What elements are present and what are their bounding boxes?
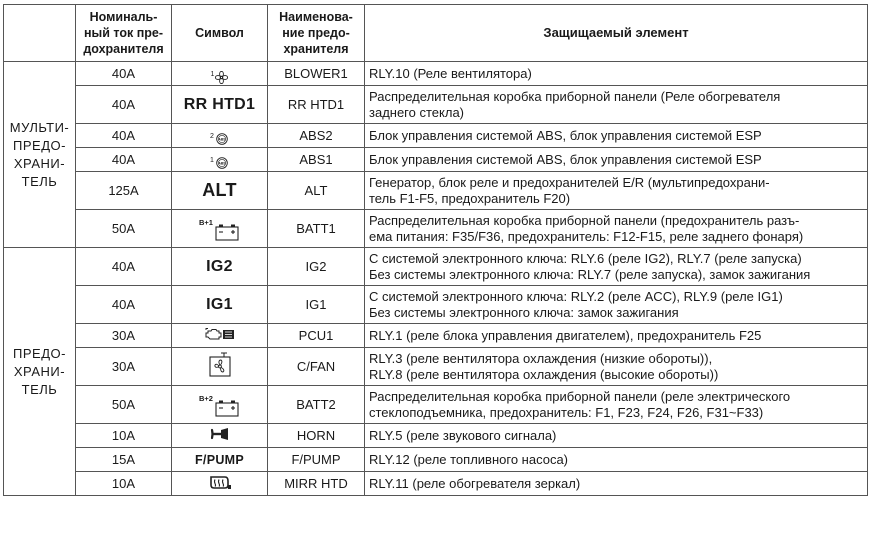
protected-element: Распределительная коробка приборной панели (Реле обогревателя заднего стекла) — [365, 86, 868, 124]
symbol-cell — [172, 424, 268, 448]
table-row — [4, 448, 868, 472]
protected-element: С системой электронного ключа: RLY.6 (реле IG2), RLY.7 (реле запуска) Без системы электронного ключа: RLY.7 (реле запуска), замок зажигания — [365, 248, 868, 286]
fuse-name: BATT1 — [268, 210, 365, 248]
symbol-cell — [172, 172, 268, 210]
fuse-name: C/FAN — [268, 348, 365, 386]
rated-current: 50A — [76, 210, 172, 248]
protected-element: RLY.5 (реле звукового сигнала) — [365, 424, 868, 448]
symbol-cell — [172, 86, 268, 124]
svg-text:ABS: ABS — [218, 137, 226, 142]
fuse-name: IG1 — [268, 286, 365, 324]
symbol-cell — [172, 386, 268, 424]
fuse-name: BATT2 — [268, 386, 365, 424]
rated-current: 30A — [76, 324, 172, 348]
header-group-blank — [4, 5, 76, 62]
abs-icon: 2 ABS — [210, 133, 229, 145]
protected-element: Блок управления системой ABS, блок управления системой ESP — [365, 124, 868, 148]
symbol-cell — [172, 248, 268, 286]
abs-icon: 1 ABS — [210, 157, 229, 169]
table-row — [4, 172, 868, 210]
header-protected-element: Защищаемый элемент — [365, 5, 868, 62]
protected-element: Распределительная коробка приборной панели (предохранитель разъ- ема питания: F35/F36, предохранитель: F12-F15, реле заднего фонаря) — [365, 210, 868, 248]
fuse-name: F/PUMP — [268, 448, 365, 472]
rated-current: 50A — [76, 386, 172, 424]
symbol-text: ALT — [202, 180, 237, 200]
symbol-text: F/PUMP — [194, 453, 245, 467]
fuse-name: PCU1 — [268, 324, 365, 348]
rated-current: 10A — [76, 472, 172, 496]
protected-element: RLY.12 (реле топливного насоса) — [365, 448, 868, 472]
symbol-text: RR HTD1 — [183, 95, 256, 113]
fan-icon: 1 — [211, 71, 229, 84]
fuse-name: ABS2 — [268, 124, 365, 148]
battery-icon: B+1 — [199, 222, 240, 242]
rated-current: 40A — [76, 286, 172, 324]
protected-element: Генератор, блок реле и предохранителей E/R (мультипредохрани- тель F1-F5, предохранитель F20) — [365, 172, 868, 210]
svg-text:ABS: ABS — [218, 161, 226, 166]
protected-element: RLY.3 (реле вентилятора охлаждения (низкие обороты)), RLY.8 (реле вентилятора охлаждения (высокие обороты)) — [365, 348, 868, 386]
fuse-name: RR HTD1 — [268, 86, 365, 124]
cooling-fan-icon — [207, 352, 233, 378]
rated-current: 15A — [76, 448, 172, 472]
table-header-row — [4, 5, 868, 62]
fuse-name: IG2 — [268, 248, 365, 286]
rated-current: 40A — [76, 62, 172, 86]
symbol-cell — [172, 286, 268, 324]
table-row — [4, 472, 868, 496]
table-row — [4, 148, 868, 172]
table-row — [4, 62, 868, 86]
table-row — [4, 248, 868, 286]
symbol-cell — [172, 124, 268, 148]
table-row — [4, 386, 868, 424]
rated-current: 40A — [76, 148, 172, 172]
engine-ecu-icon — [204, 327, 236, 341]
fuse-name: ABS1 — [268, 148, 365, 172]
group-label-fuse: ПРЕДО- ХРАНИ- ТЕЛЬ — [4, 248, 76, 496]
symbol-text: IG2 — [206, 257, 233, 275]
header-fuse-name: Наименова- ние предо- хранителя — [268, 5, 365, 62]
fuse-name: HORN — [268, 424, 365, 448]
table-row — [4, 348, 868, 386]
rated-current: 10A — [76, 424, 172, 448]
table-row — [4, 86, 868, 124]
symbol-cell — [172, 324, 268, 348]
fuse-table — [3, 4, 868, 496]
rated-current: 40A — [76, 86, 172, 124]
rated-current: 125A — [76, 172, 172, 210]
group-label-multifuse: МУЛЬТИ- ПРЕДО- ХРАНИ- ТЕЛЬ — [4, 62, 76, 248]
table-row — [4, 324, 868, 348]
fuse-name: BLOWER1 — [268, 62, 365, 86]
symbol-text: IG1 — [206, 295, 233, 313]
protected-element: С системой электронного ключа: RLY.2 (реле ACC), RLY.9 (реле IG1) Без системы электронного ключа: замок зажигания — [365, 286, 868, 324]
battery-icon: B+2 — [199, 398, 240, 418]
protected-element: RLY.11 (реле обогревателя зеркал) — [365, 472, 868, 496]
symbol-cell — [172, 448, 268, 472]
mirror-heater-icon — [208, 474, 232, 491]
symbol-cell — [172, 472, 268, 496]
protected-element: RLY.1 (реле блока управления двигателем), предохранитель F25 — [365, 324, 868, 348]
symbol-cell — [172, 148, 268, 172]
rated-current: 30A — [76, 348, 172, 386]
fuse-name: MIRR HTD — [268, 472, 365, 496]
header-symbol: Символ — [172, 5, 268, 62]
protected-element: RLY.10 (Реле вентилятора) — [365, 62, 868, 86]
table-row — [4, 210, 868, 248]
protected-element: Распределительная коробка приборной панели (реле электрического стеклоподъемника, предохранитель: F1, F23, F24, F26, F31~F33) — [365, 386, 868, 424]
protected-element: Блок управления системой ABS, блок управления системой ESP — [365, 148, 868, 172]
horn-icon — [209, 427, 231, 441]
table-row — [4, 286, 868, 324]
rated-current: 40A — [76, 248, 172, 286]
fuse-name: ALT — [268, 172, 365, 210]
header-rated-current: Номиналь- ный ток пре- дохранителя — [76, 5, 172, 62]
rated-current: 40A — [76, 124, 172, 148]
table-row — [4, 124, 868, 148]
symbol-cell — [172, 62, 268, 86]
symbol-cell — [172, 210, 268, 248]
symbol-cell — [172, 348, 268, 386]
table-row — [4, 424, 868, 448]
